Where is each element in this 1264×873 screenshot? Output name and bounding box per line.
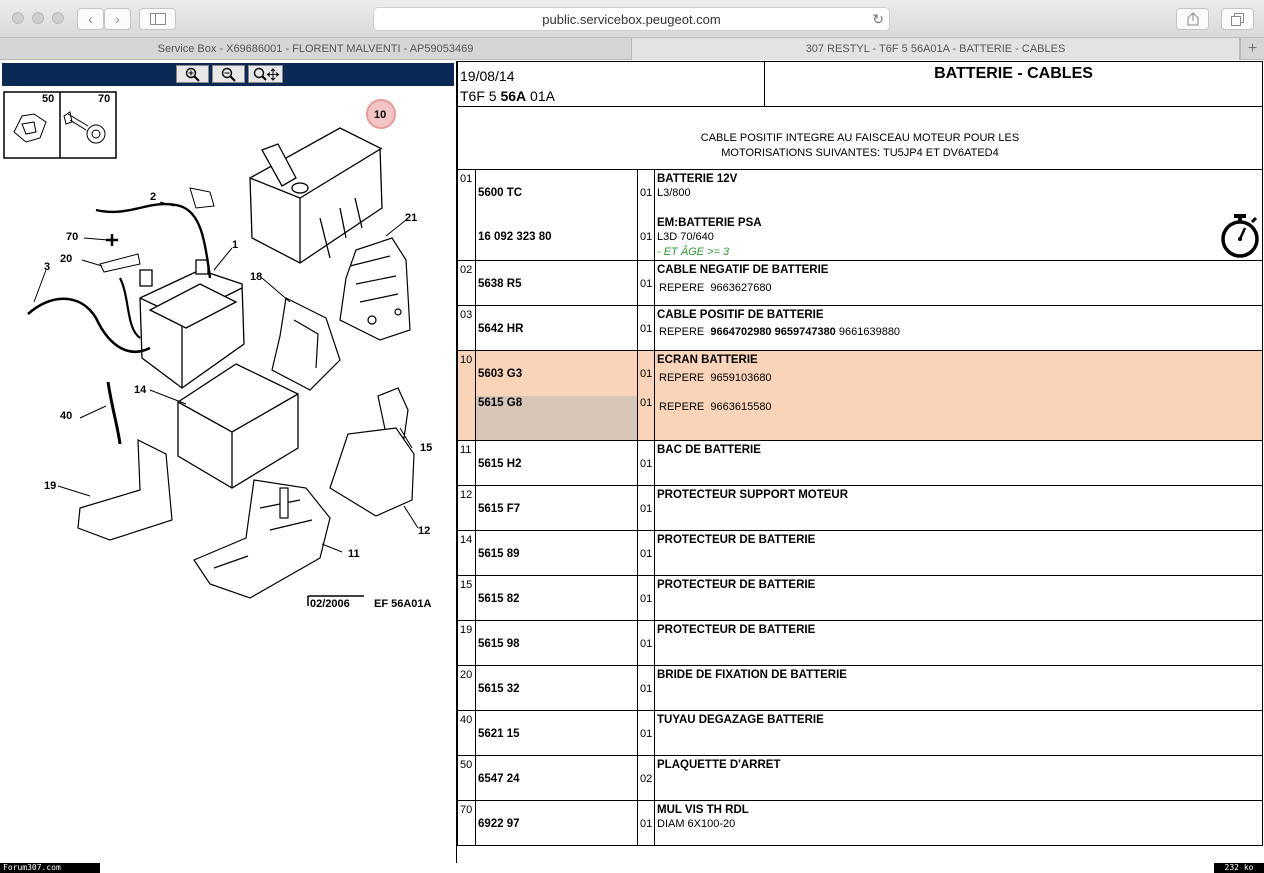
browser-toolbar: [0, 0, 1264, 38]
reference-cell: [476, 576, 638, 620]
minimize-window-button[interactable]: [32, 12, 44, 24]
battery-cover-part: [250, 128, 382, 263]
note-line: CABLE POSITIF INTEGRE AU FAISCEAU MOTEUR POUR LES: [700, 132, 1020, 144]
tabs-icon: [1231, 13, 1244, 26]
stopwatch-icon[interactable]: [1219, 213, 1261, 259]
reference-cell: [476, 801, 638, 845]
diagram-panel: [0, 61, 456, 861]
quantity: 01: [640, 548, 653, 560]
designation-cell: [655, 756, 1260, 800]
part-reference[interactable]: 16 092 323 80: [478, 231, 552, 243]
age-condition: - ET ÂGE >= 3: [657, 246, 730, 258]
repere-cell: 70: [458, 801, 476, 845]
parts-header: [457, 61, 1263, 107]
part-designation: BATTERIE 12V: [657, 173, 738, 185]
legend-box: [4, 92, 116, 158]
table-row[interactable]: [457, 800, 1263, 846]
chevron-right-icon: ›: [115, 11, 120, 27]
bracket-part: [340, 238, 410, 340]
quantity: 01: [640, 818, 653, 830]
quantity-cell: [638, 351, 655, 440]
repere-cell: 19: [458, 621, 476, 665]
table-row[interactable]: [457, 575, 1263, 620]
reference-cell: [476, 261, 638, 305]
tab-service-box[interactable]: [0, 38, 632, 60]
repere-cell: 12: [458, 486, 476, 530]
quantity: 01: [640, 683, 653, 695]
legend-num-50[interactable]: 50: [42, 93, 55, 105]
battery-base-part: [194, 480, 330, 598]
table-row[interactable]: [457, 260, 1263, 305]
repere-line: REPERE 9663615580: [659, 401, 772, 413]
share-button[interactable]: [1176, 8, 1209, 30]
part-reference[interactable]: 5615 98: [478, 638, 520, 650]
part-designation: PROTECTEUR DE BATTERIE: [657, 534, 816, 546]
share-icon: [1187, 12, 1199, 26]
zoom-out-button[interactable]: [212, 65, 245, 83]
repere-line: REPERE 9659103680: [659, 372, 772, 384]
clamp-part: [100, 254, 140, 272]
part-designation: PROTECTEUR SUPPORT MOTEUR: [657, 489, 849, 501]
quantity: 01: [640, 593, 653, 605]
table-row[interactable]: [457, 665, 1263, 710]
table-row[interactable]: [457, 620, 1263, 665]
callout-40[interactable]: 40: [60, 410, 73, 422]
callout-20[interactable]: 20: [60, 253, 73, 265]
address-bar[interactable]: [373, 7, 890, 31]
vent-tube-part: [108, 382, 120, 444]
battery-tray-part: [178, 364, 298, 488]
designation-cell: [655, 666, 1260, 710]
quantity-cell: [638, 170, 655, 260]
part-reference[interactable]: 6922 97: [478, 818, 520, 830]
table-row[interactable]: [457, 710, 1263, 755]
part-reference[interactable]: 5642 HR: [478, 323, 524, 335]
diagram-date: 02/2006: [310, 598, 350, 610]
url-text: public.servicebox.peugeot.com: [542, 11, 721, 27]
tab-batterie-cables[interactable]: [632, 38, 1240, 60]
designation-cell: [655, 576, 1260, 620]
watermark-right: 232 ko: [1214, 863, 1264, 873]
diagram-reference: EF 56A01A: [374, 598, 432, 610]
zoom-pan-icon: [252, 67, 280, 82]
callout-11[interactable]: 11: [348, 548, 360, 560]
sidebar-icon: [150, 13, 166, 25]
part-designation: MUL VIS TH RDL: [657, 804, 749, 816]
page-title: BATTERIE - CABLES: [934, 65, 1093, 82]
part-designation: PROTECTEUR DE BATTERIE: [657, 579, 816, 591]
parts-panel: [457, 61, 1264, 861]
engine-support-protector-part: [330, 428, 414, 516]
quantity: 01: [640, 503, 653, 515]
repere-cell: 40: [458, 711, 476, 755]
repere-cell: 15: [458, 576, 476, 620]
callout-19[interactable]: 19: [44, 480, 57, 492]
part-designation: EM:BATTERIE PSA: [657, 217, 762, 229]
repere-cell: 03: [458, 306, 476, 350]
repere-line: REPERE 9664702980 9659747380 9661639880: [659, 326, 901, 338]
tab-label: Service Box - X69686001 - FLORENT MALVENTI - AP59053469: [157, 43, 474, 55]
part-detail: DIAM 6X100-20: [657, 818, 736, 830]
quantity: 01: [640, 728, 653, 740]
zoom-in-button[interactable]: [176, 65, 209, 83]
reference-cell: [476, 711, 638, 755]
repere-cell: 01: [458, 170, 476, 260]
part-reference[interactable]: 5615 82: [478, 593, 520, 605]
table-row[interactable]: [457, 755, 1263, 800]
zoom-pan-button[interactable]: [248, 65, 283, 83]
quantity-cell: [638, 441, 655, 485]
header-info: [458, 62, 765, 106]
designation-cell: [655, 531, 1260, 575]
reference-cell: [476, 621, 638, 665]
repere-cell: 20: [458, 666, 476, 710]
header-code: T6F 5 56A 01A: [460, 88, 555, 104]
designation-cell: [655, 170, 1260, 260]
protector-19-part: [78, 440, 172, 540]
repere-line: REPERE 9663627680: [659, 282, 772, 294]
part-designation: BAC DE BATTERIE: [657, 444, 761, 456]
repere-cell: 50: [458, 756, 476, 800]
designation-cell: [655, 801, 1260, 845]
part-reference[interactable]: 5615 H2: [478, 458, 522, 470]
quantity: 01: [640, 638, 653, 650]
table-row[interactable]: [457, 485, 1263, 530]
quantity-cell: [638, 801, 655, 845]
table-row[interactable]: [457, 169, 1263, 260]
callout-14[interactable]: 14: [134, 384, 147, 396]
header-date: 19/08/14: [460, 68, 515, 84]
tab-bar: [0, 38, 1264, 60]
quantity: 01: [640, 187, 653, 199]
designation-cell: [655, 351, 1260, 440]
reference-cell: [476, 306, 638, 350]
tabs-overview-button[interactable]: [1221, 8, 1254, 30]
callout-15[interactable]: 15: [420, 442, 433, 454]
part-reference[interactable]: 5621 15: [478, 728, 520, 740]
table-row[interactable]: [457, 440, 1263, 485]
reference-cell: [476, 531, 638, 575]
callout-3[interactable]: 3: [44, 261, 51, 273]
part-reference[interactable]: 5615 G8: [478, 397, 523, 409]
reference-cell: [476, 441, 638, 485]
reload-icon[interactable]: ↻: [872, 11, 884, 27]
part-designation: CABLE NEGATIF DE BATTERIE: [657, 264, 829, 276]
quantity-cell: [638, 666, 655, 710]
quantity-cell: [638, 306, 655, 350]
header-note: [457, 107, 1263, 169]
sidebar-button[interactable]: [139, 8, 176, 30]
repere-cell: 10: [458, 351, 476, 440]
quantity-cell: [638, 621, 655, 665]
forward-button[interactable]: [104, 8, 131, 30]
callout-2[interactable]: 2: [150, 191, 157, 203]
note-line: MOTORISATIONS SUIVANTES: TU5JP4 ET DV6ATED4: [721, 147, 999, 159]
repere-cell: 02: [458, 261, 476, 305]
repere-cell: 14: [458, 531, 476, 575]
part-designation: BRIDE DE FIXATION DE BATTERIE: [657, 669, 847, 681]
exploded-parts-diagram: [0, 88, 456, 668]
callout-21[interactable]: 21: [405, 212, 418, 224]
callout-1[interactable]: 1: [232, 239, 239, 251]
designation-cell: [655, 441, 1260, 485]
zoom-window-button[interactable]: [52, 12, 64, 24]
part-detail: L3/800: [657, 187, 691, 199]
quantity: 01: [640, 368, 653, 380]
quantity: 02: [640, 773, 653, 785]
zoom-out-icon: [220, 67, 238, 82]
close-window-button[interactable]: [12, 12, 24, 24]
tab-label: 307 RESTYL - T6F 5 56A01A - BATTERIE - CABLES: [805, 43, 1066, 55]
table-row[interactable]: [457, 530, 1263, 575]
designation-cell: [655, 711, 1260, 755]
back-button[interactable]: [77, 8, 104, 30]
quantity: 01: [640, 323, 653, 335]
part-designation: PROTECTEUR DE BATTERIE: [657, 624, 816, 636]
quantity-cell: [638, 486, 655, 530]
quantity: 01: [640, 278, 653, 290]
part-detail: L3D 70/640: [657, 231, 714, 243]
part-reference[interactable]: 5638 R5: [478, 278, 522, 290]
chevron-left-icon: ‹: [88, 11, 93, 27]
part-designation: PLAQUETTE D'ARRET: [657, 759, 781, 771]
part-designation: TUYAU DEGAZAGE BATTERIE: [657, 714, 824, 726]
designation-cell: [655, 306, 1260, 350]
quantity-cell: [638, 576, 655, 620]
reference-cell: [476, 170, 638, 260]
table-row-highlighted[interactable]: [457, 350, 1263, 440]
callout-10[interactable]: 10: [374, 109, 387, 121]
protector-18-part: [272, 298, 340, 390]
quantity-cell: [638, 531, 655, 575]
callout-70[interactable]: 70: [66, 231, 79, 243]
quantity-cell: [638, 711, 655, 755]
legend-num-70[interactable]: 70: [98, 93, 111, 105]
callout-18[interactable]: 18: [250, 271, 263, 283]
quantity: 01: [640, 231, 653, 243]
repere-cell: 11: [458, 441, 476, 485]
part-designation: ECRAN BATTERIE: [657, 354, 758, 366]
watermark-left: Forum307.com: [0, 863, 100, 873]
quantity-cell: [638, 261, 655, 305]
quantity: 01: [640, 397, 653, 409]
part-reference[interactable]: 6547 24: [478, 773, 520, 785]
part-reference[interactable]: 5615 F7: [478, 503, 521, 515]
quantity-cell: [638, 756, 655, 800]
reference-cell: [476, 486, 638, 530]
part-reference[interactable]: 5603 G3: [478, 368, 523, 380]
new-tab-button[interactable]: +: [1240, 38, 1264, 60]
designation-cell: [655, 486, 1260, 530]
table-row[interactable]: [457, 305, 1263, 350]
zoom-toolbar: [2, 63, 454, 86]
designation-cell: [655, 621, 1260, 665]
reference-cell: [476, 756, 638, 800]
part-reference[interactable]: 5615 32: [478, 683, 520, 695]
reference-cell: [476, 666, 638, 710]
zoom-in-icon: [184, 67, 202, 82]
part-reference[interactable]: 5600 TC: [478, 187, 523, 199]
designation-cell: [655, 261, 1260, 305]
part-reference[interactable]: 5615 89: [478, 548, 520, 560]
quantity: 01: [640, 458, 653, 470]
reference-cell: [476, 351, 638, 440]
callout-12[interactable]: 12: [418, 525, 431, 537]
part-designation: CABLE POSITIF DE BATTERIE: [657, 309, 824, 321]
